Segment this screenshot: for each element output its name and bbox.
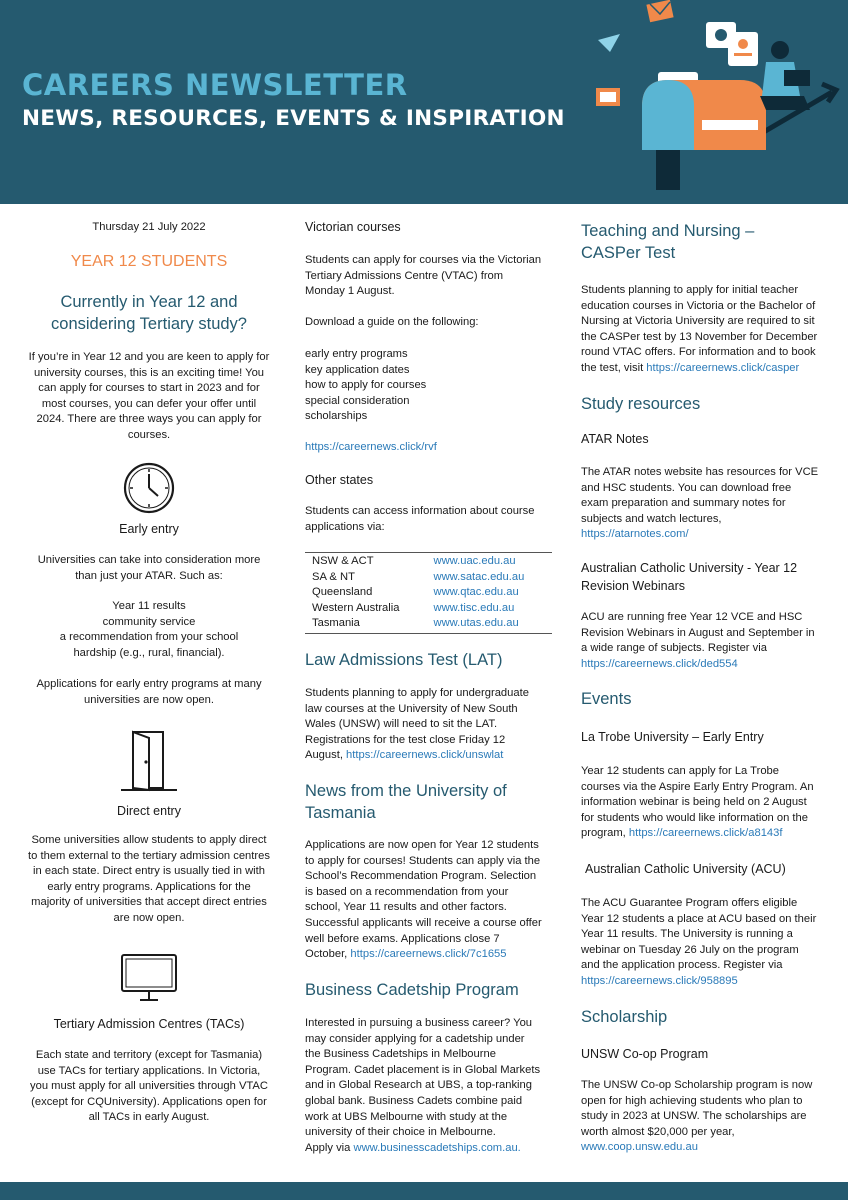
atar-notes-link[interactable]: https://atarnotes.com/ [581, 528, 689, 541]
early-entry-open: Applications for early entry programs at many universities are now open. [36, 678, 262, 706]
vic-guide-link[interactable]: https://careernews.click/rvf [305, 441, 437, 453]
cadetship-text: Interested in pursuing a business career? You may consider applying for a cadetship under the Business Cadetships in Melbourne Program. Cadet placement is in Global Markets and in Global Research at UBS, a top-ranking global bank. Business Cadets combine paid work at UBS Melbourne with study at the university of their choice in Melbourne. Apply via www.businesscadetships.com.au. [305, 1017, 541, 1154]
acu-webinars-link[interactable]: https://careernews.click/ded554 [581, 657, 738, 670]
utas-link[interactable]: https://careernews.click/7c1655 [350, 948, 507, 961]
issue-date: Thursday 21 July 2022 [92, 221, 206, 233]
cadetship-heading: Business Cadetship Program [305, 981, 519, 999]
casper-heading: Teaching and Nursing – CASPer Test [581, 222, 755, 262]
door-icon [119, 730, 179, 792]
mailbox-illustration-icon [570, 0, 848, 204]
monitor-icon [120, 951, 178, 1005]
utas-heading: News from the University of Tasmania [305, 782, 507, 822]
atar-notes-text: The ATAR notes website has resources for VCE and HSC students. You can download free exam preparation and summary notes for subjects and watch lectures, https://atarnotes.com/ [581, 465, 829, 543]
newsletter-subtitle: NEWS, RESOURCES, EVENTS & INSPIRATION [22, 106, 565, 131]
lat-text: Students planning to apply for undergraduate law courses at the University of New South Wales (UNSW) will need to sit the LAT. Registrations for the test close Friday 12 August, https://careernews.click/unswlat [305, 687, 529, 762]
early-entry-text: Universities can take into consideration more than just your ATAR. Such as: [37, 554, 261, 582]
unsw-heading: UNSW Co-op Program [581, 1047, 709, 1061]
acu-link[interactable]: https://careernews.click/958895 [581, 974, 738, 987]
latrobe-heading: La Trobe University – Early Entry [581, 730, 764, 744]
cadetship-link[interactable]: www.businesscadetships.com.au. [353, 1141, 521, 1154]
acu-text: The ACU Guarantee Program offers eligible Year 12 students a place at ACU based on their Year 11 results. The University is running a webinar on Tuesday 26 July on the program and the application process. Register via https://careernews.click/958895 [581, 896, 829, 990]
vic-guide-list: early entry programs key application dates how to apply for courses special consideration scholarships [305, 348, 427, 423]
unsw-text: The UNSW Co-op Scholarship program is now open for high achieving students who plan to study in 2023 at UNSW. The scholarships are worth almost $20,000 per year, www.coop.unsw.edu.au [581, 1078, 829, 1156]
latrobe-link[interactable]: https://careernews.click/a8143f [628, 827, 783, 840]
atar-notes-heading: ATAR Notes [581, 432, 649, 446]
article-headline: Currently in Year 12 and considering Tertiary study? [51, 293, 247, 333]
latrobe-text: Year 12 students can apply for La Trobe courses via the Aspire Early Entry Program. An information webinar is being held on 2 August for students who would like information on the program, https://careernews.click/a8143f [581, 765, 814, 840]
direct-entry-text: Some universities allow students to apply direct to them external to the tertiary admission centres in each state. Direct entry is usually tied in with early entry programs. Applications for the majority of universities that accept direct entries are now open. [28, 834, 270, 924]
states-table [305, 552, 552, 634]
other-states-heading: Other states [305, 473, 374, 487]
vic-courses-text: Students can apply for courses via the Victorian Tertiary Admissions Centre (VTAC) from Monday 1 August. [305, 254, 542, 298]
scholarship-heading: Scholarship [581, 1008, 668, 1026]
table-row: NSW & ACT www.uac.edu.au [305, 553, 552, 570]
table-row: Tasmania www.utas.edu.au [305, 616, 552, 633]
vic-courses-heading: Victorian courses [305, 220, 401, 234]
study-resources-heading: Study resources [581, 395, 701, 413]
table-row: Queensland www.qtac.edu.au [312, 586, 519, 599]
intro-paragraph: If you’re in Year 12 and you are keen to apply for university courses, this is an exciting time! You can apply for courses to start in 2023 and for most courses, you can defer your offer until 2024. There are three ways you can apply for courses. [28, 351, 270, 441]
lat-heading: Law Admissions Test (LAT) [305, 651, 503, 669]
newsletter-header [0, 0, 848, 204]
early-entry-heading: Early entry [119, 522, 179, 536]
newsletter-title: CAREERS NEWSLETTER [22, 68, 408, 102]
table-row: SA & NT www.satac.edu.au [312, 570, 525, 583]
events-heading: Events [581, 690, 632, 708]
lat-link[interactable]: https://careernews.click/unswlat [346, 749, 504, 762]
early-entry-list: Year 11 results community service a recommendation from your school hardship (e.g., rural, financial). [59, 600, 239, 659]
other-states-text: Students can access information about course applications via: [305, 505, 535, 533]
table-row: Western Australia www.tisc.edu.au [312, 601, 515, 614]
clock-icon [122, 461, 176, 515]
acu-heading: Australian Catholic University (ACU) [585, 862, 786, 876]
unsw-link[interactable]: www.coop.unsw.edu.au [581, 1141, 698, 1154]
section-label-year12: YEAR 12 STUDENTS [70, 253, 228, 270]
casper-text: Students planning to apply for initial teacher education courses in Victoria or the Bachelor of Nursing at Victoria University are required to sit the CASPer test by 13 November for December round VTAC offers. For information and to book the test, visit https://careernews.click/casper [581, 284, 818, 374]
acu-webinars-heading: Australian Catholic University - Year 12 Revision Webinars [581, 561, 798, 593]
footer-bar [0, 1182, 848, 1200]
direct-entry-heading: Direct entry [117, 804, 181, 818]
casper-link[interactable]: https://careernews.click/casper [646, 361, 800, 374]
acu-webinars-text: ACU are running free Year 12 VCE and HSC Revision Webinars in August and September in a wide range of subjects. Register via https://careernews.click/ded554 [581, 610, 829, 672]
tacs-heading: Tertiary Admission Centres (TACs) [53, 1017, 245, 1031]
vic-guide-text: Download a guide on the following: [305, 316, 479, 328]
utas-text: Applications are now open for Year 12 students to apply for courses! Students can apply via the School’s Recommendation Program. Selection is based on a recommendation from your school, Year 11 results and other factors. Successful applicants will receive a course offer well before exams. Applications close 7 October, https://careernews.click/7c1655 [305, 839, 542, 961]
tacs-text: Each state and territory (except for Tasmania) use TACs for tertiary applications. In Victoria, you must apply for all universities through VTAC (except for CQUniversity). Applications open for all TACs in early August. [30, 1049, 268, 1124]
